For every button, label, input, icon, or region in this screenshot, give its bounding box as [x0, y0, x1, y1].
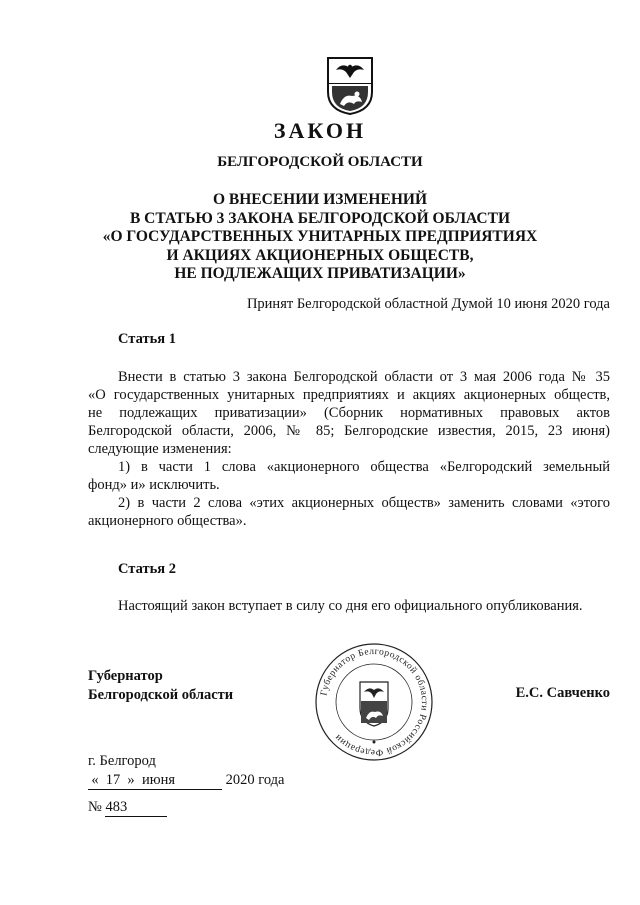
paragraph-line: Настоящий закон вступает в силу со дня его официального опубликования. [118, 598, 583, 614]
subject-line: И АКЦИЯХ АКЦИОНЕРНЫХ ОБЩЕСТВ, [166, 246, 474, 264]
paragraph-line: фонд» и» исключить. [88, 477, 220, 493]
adoption-note: Принят Белгородской областной Думой 10 июня 2020 года [246, 296, 610, 312]
number-value: 483 [105, 799, 167, 817]
paragraph-line: «О государственных унитарных предприятиях и акциях акционерных обществ, [88, 387, 610, 403]
date-quote-close: » [124, 772, 138, 790]
paragraph-line: 2) в части 2 слова «этих акционерных обществ» заменить словами «этого [118, 495, 610, 511]
paragraph-line: 1) в части 1 слова «акционерного общества «Белгородский земельный [118, 459, 610, 475]
subject-line: О ВНЕСЕНИИ ИЗМЕНЕНИЙ [212, 191, 427, 208]
date-year: 2020 года [225, 772, 285, 788]
subject-line: НЕ ПОДЛЕЖАЩИХ ПРИВАТИЗАЦИИ» [174, 265, 466, 282]
paragraph-line: не подлежащих приватизации» (Сборник нормативных правовых актов [88, 405, 610, 421]
position-line: Губернатор [88, 668, 163, 684]
belgorod-coat-of-arms-icon [326, 56, 374, 116]
date-month: июня [138, 772, 222, 790]
paragraph-line: Белгородской области, 2006, № 85; Белгородские известия, 2015, 23 июня) [88, 423, 610, 439]
official-seal [314, 642, 434, 762]
paragraph-line: следующие изменения: [88, 441, 232, 457]
number-label: № [88, 799, 102, 815]
paragraph-line: Внести в статью 3 закона Белгородской области от 3 мая 2006 года № 35 [118, 369, 610, 385]
subject-line: В СТАТЬЮ 3 ЗАКОНА БЕЛГОРОДСКОЙ ОБЛАСТИ [129, 209, 511, 227]
position-line: Белгородской области [88, 687, 234, 703]
place-of-signing: г. Белгород [88, 753, 156, 769]
article-1-heading: Статья 1 [118, 331, 176, 347]
document-title: ЗАКОН [273, 118, 367, 143]
signer-position [88, 667, 233, 705]
signer-name: Е.С. Савченко [515, 685, 610, 701]
paragraph-line: акционерного общества». [88, 513, 247, 529]
region-name: БЕЛГОРОДСКОЙ ОБЛАСТИ [217, 154, 423, 170]
seal-text: Губернатор Белгородской области Российской Федерации [319, 646, 430, 758]
seal-emblem-icon [360, 682, 388, 726]
date-day: 17 [102, 772, 124, 790]
law-number [88, 799, 167, 817]
article-2-heading: Статья 2 [118, 561, 176, 577]
law-subject [0, 191, 640, 284]
article-1-text [88, 368, 610, 530]
date-quote-open: « [88, 772, 102, 790]
subject-line: «О ГОСУДАРСТВЕННЫХ УНИТАРНЫХ ПРЕДПРИЯТИЯХ [102, 228, 538, 245]
signing-date [88, 772, 284, 790]
article-2-text [88, 597, 610, 615]
